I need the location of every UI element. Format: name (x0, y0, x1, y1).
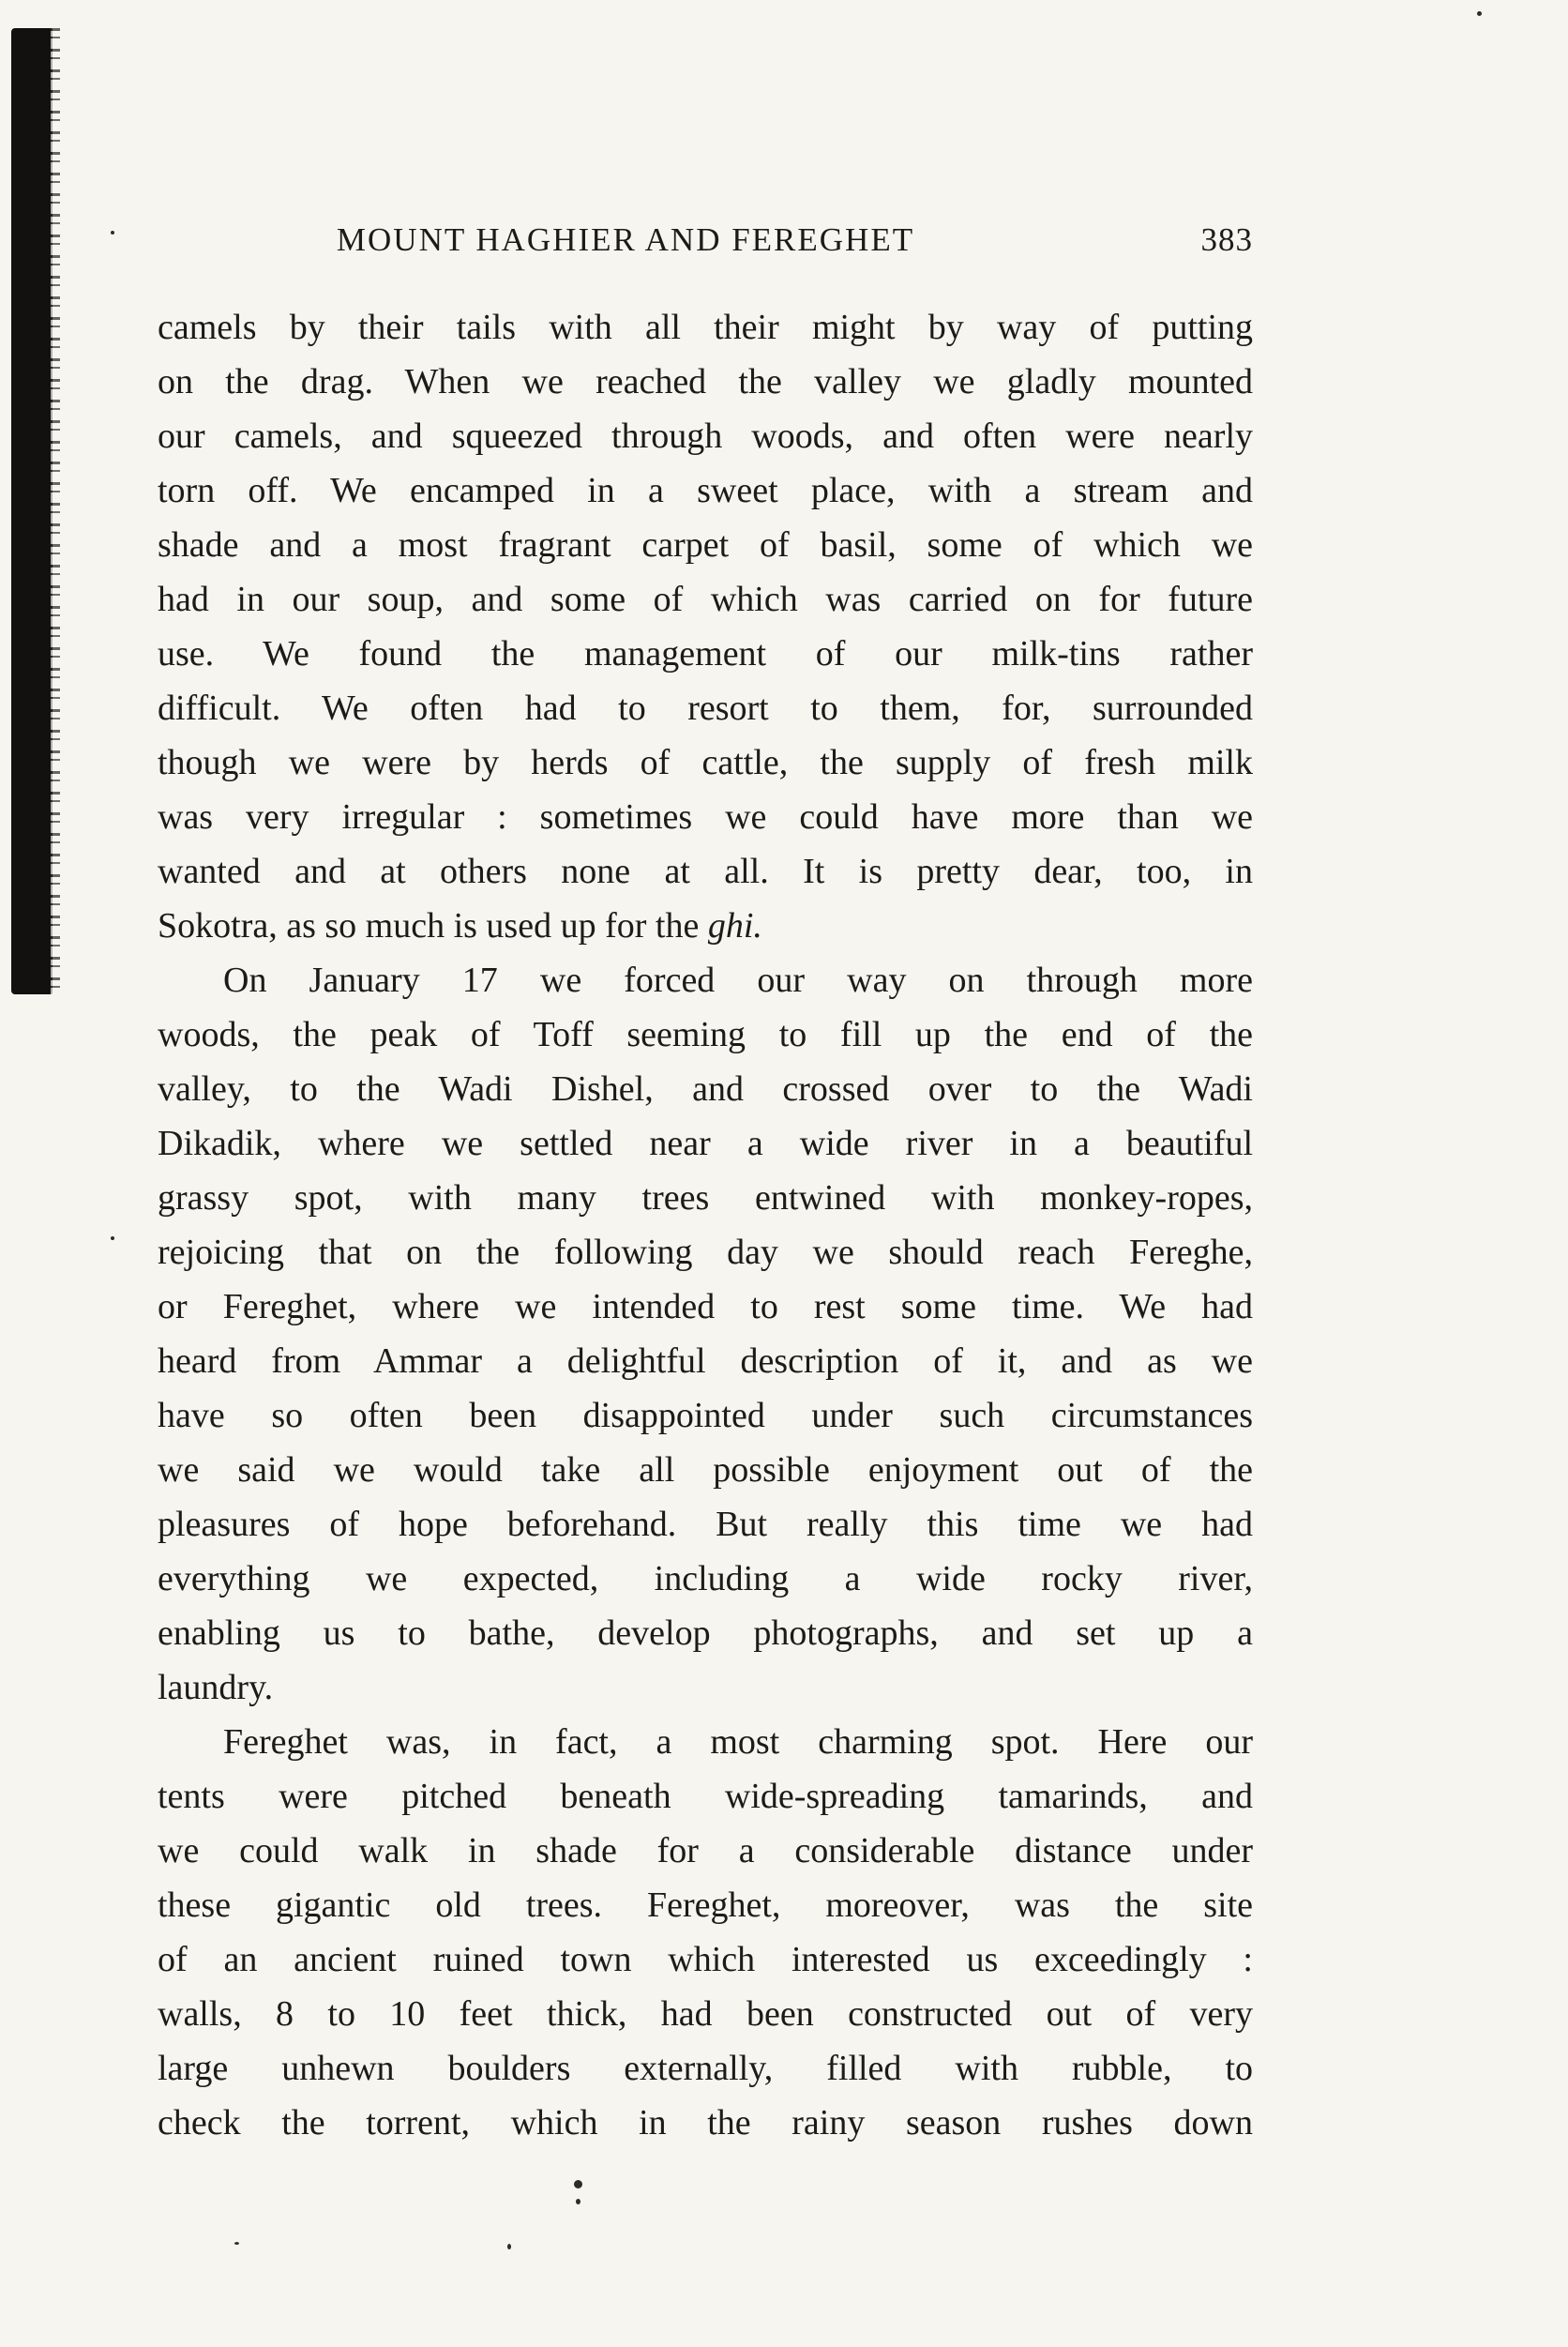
text-line: valley, to the Wadi Dishel, and crossed over to the Wadi (158, 1069, 1253, 1109)
text-line: tents were pitched beneath wide-spreading tamarinds, and (158, 1777, 1253, 1816)
text-line: have so often been disappointed under such circumstances (158, 1396, 1253, 1435)
text-line: wanted and at others none at all. It is pretty dear, too, in (158, 852, 1253, 891)
body-text (158, 300, 1253, 2150)
paragraph (158, 1715, 1253, 2150)
ink-speck (507, 2244, 511, 2249)
text-line: shade and a most fragrant carpet of basil, some of which we (158, 525, 1253, 565)
paragraph (158, 953, 1253, 1715)
text-line-final: laundry. (158, 1668, 274, 1707)
text-line: torn off. We encamped in a sweet place, with a stream and (158, 471, 1253, 510)
text-line: difficult. We often had to resort to them, for, surrounded (158, 689, 1253, 728)
text-line: enabling us to bathe, develop photographs, and set up a (158, 1613, 1253, 1653)
text-line: use. We found the management of our milk-tins rather (158, 634, 1253, 674)
text-line: pleasures of hope beforehand. But really this time we had (158, 1505, 1253, 1544)
text-line: heard from Ammar a delightful description of it, and as we (158, 1341, 1253, 1381)
italic-word: ghi. (707, 906, 762, 946)
text-line-final (158, 899, 1253, 953)
binding-shadow (11, 28, 53, 994)
text-line-indented: On January 17 we forced our way on through more (223, 961, 1253, 1000)
ink-speck (576, 2199, 580, 2204)
text-line: these gigantic old trees. Fereghet, moreover, was the site (158, 1885, 1253, 1925)
text-line: camels by their tails with all their might by way of putting (158, 308, 1253, 347)
text-line: our camels, and squeezed through woods, and often were nearly (158, 416, 1253, 456)
text-line: we could walk in shade for a considerable distance under (158, 1831, 1253, 1870)
page-header (158, 214, 1253, 266)
ink-speck (234, 2242, 239, 2245)
text-line: or Fereghet, where we intended to rest some time. We had (158, 1287, 1253, 1326)
running-head: MOUNT HAGHIER AND FEREGHET (336, 221, 915, 258)
ink-speck (111, 1236, 114, 1240)
text-line: we said we would take all possible enjoyment out of the (158, 1450, 1253, 1490)
ink-speck (111, 231, 114, 235)
text-line: check the torrent, which in the rainy season rushes down (158, 2103, 1253, 2143)
text-line: rejoicing that on the following day we should reach Fereghe, (158, 1233, 1253, 1272)
text-line: on the drag. When we reached the valley we gladly mounted (158, 362, 1253, 401)
text-line: though we were by herds of cattle, the supply of fresh milk (158, 743, 1253, 782)
ink-speck (1477, 11, 1482, 16)
text-line-body: Sokotra, as so much is used up for the (158, 906, 700, 946)
text-line: was very irregular : sometimes we could have more than we (158, 797, 1253, 837)
text-line: everything we expected, including a wide rocky river, (158, 1559, 1253, 1598)
ink-speck (574, 2180, 582, 2188)
text-line: grassy spot, with many trees entwined with monkey-ropes, (158, 1178, 1253, 1218)
text-line: walls, 8 to 10 feet thick, had been constructed out of very (158, 1994, 1253, 2034)
text-line: had in our soup, and some of which was carried on for future (158, 580, 1253, 619)
paragraph (158, 300, 1253, 953)
text-line: large unhewn boulders externally, filled with rubble, to (158, 2049, 1253, 2088)
page-number: 383 (1200, 221, 1253, 258)
text-line: of an ancient ruined town which interested us exceedingly : (158, 1940, 1253, 1979)
text-line: woods, the peak of Toff seeming to fill up the end of the (158, 1015, 1253, 1054)
text-line-indented: Fereghet was, in fact, a most charming spot. Here our (223, 1722, 1253, 1762)
text-line: Dikadik, where we settled near a wide river in a beautiful (158, 1124, 1253, 1163)
